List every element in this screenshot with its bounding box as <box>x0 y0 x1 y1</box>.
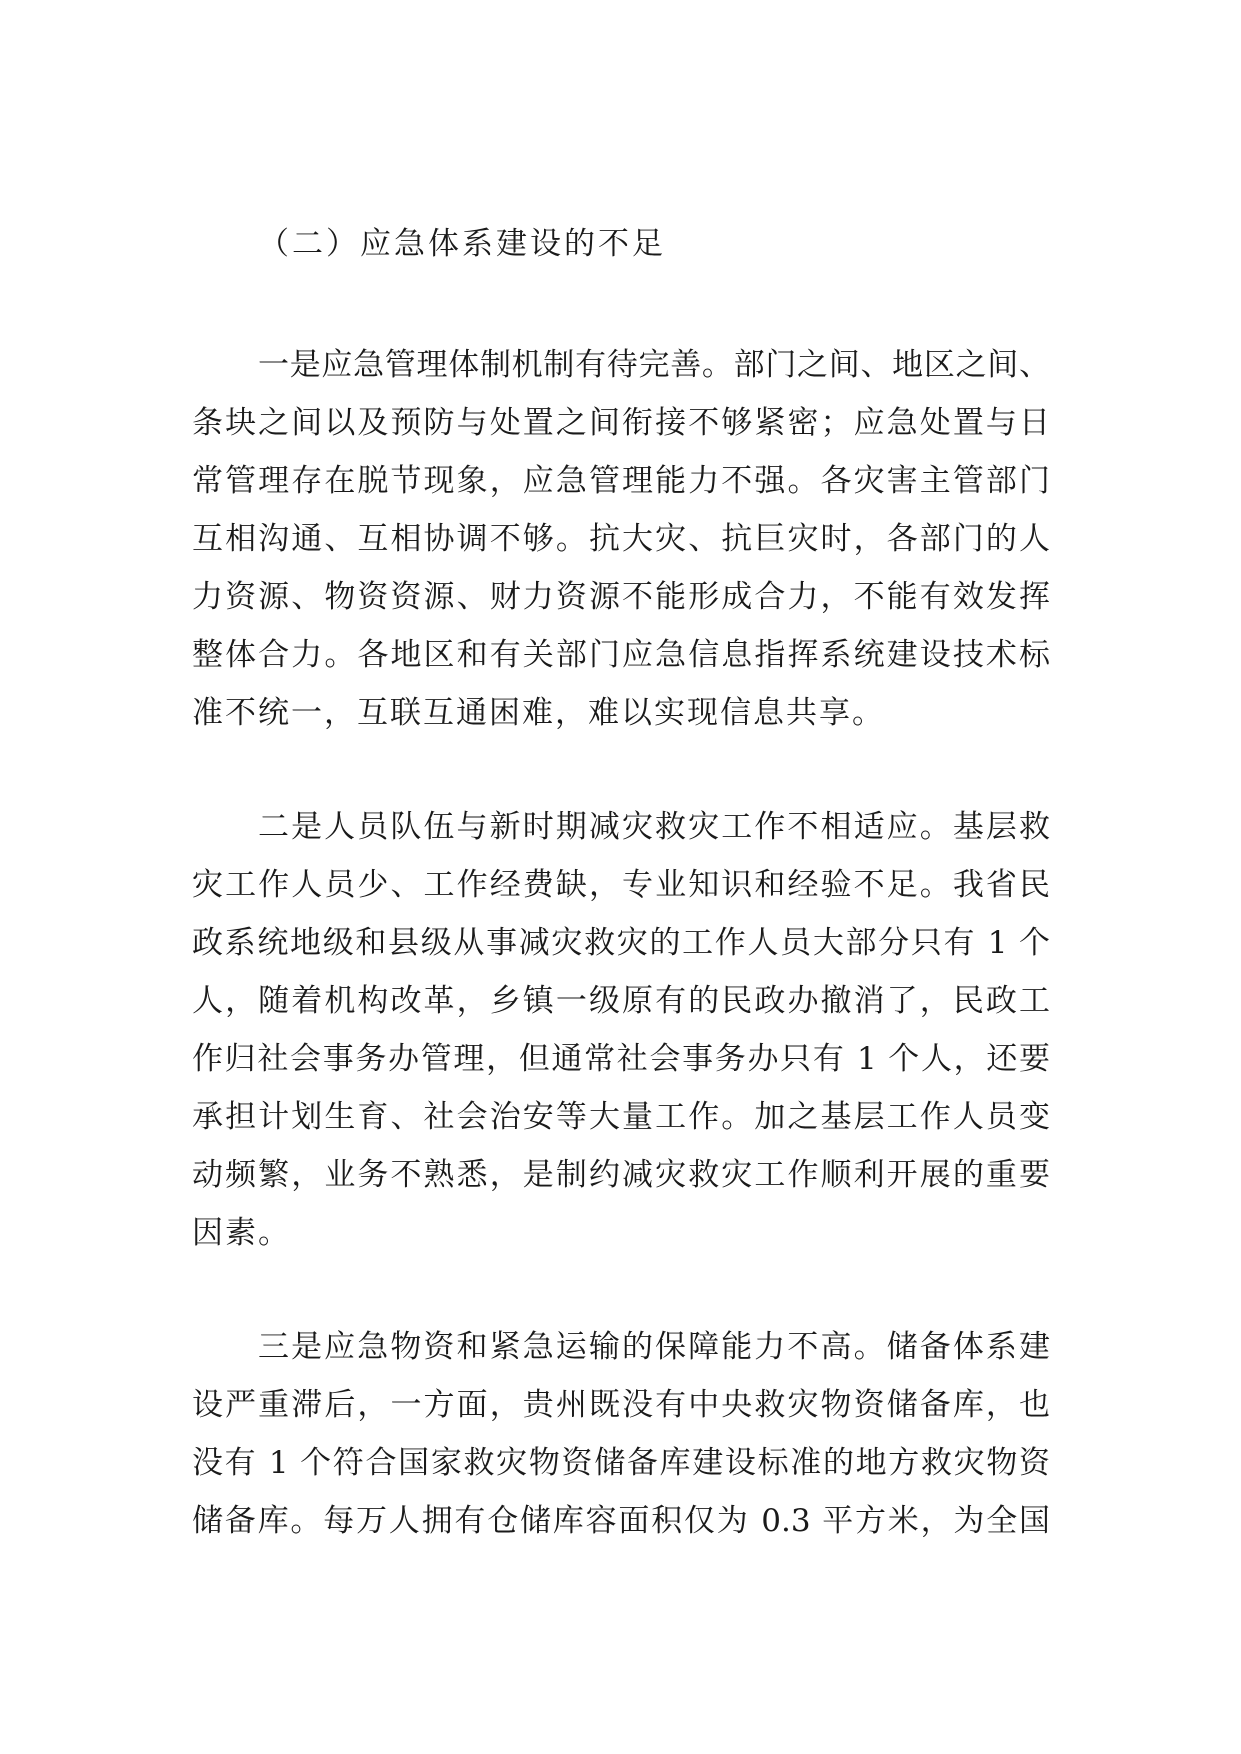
paragraph-line: 政系统地级和县级从事减灾救灾的工作人员大部分只有 1 个 <box>192 925 1050 961</box>
paragraph-line: 互相沟通、互相协调不够。抗大灾、抗巨灾时，各部门的人 <box>192 521 1050 557</box>
paragraph-management-system <box>192 336 1050 742</box>
paragraph-line: 整体合力。各地区和有关部门应急信息指挥系统建设技术标 <box>192 637 1050 673</box>
paragraph-line: 动频繁，业务不熟悉，是制约减灾救灾工作顺利开展的重要 <box>192 1157 1050 1193</box>
paragraph-line: 灾工作人员少、工作经费缺，专业知识和经验不足。我省民 <box>192 867 1050 903</box>
paragraph-line: 准不统一，互联互通困难，难以实现信息共享。 <box>192 695 885 731</box>
paragraph-personnel <box>192 798 1050 1262</box>
paragraph-line: 作归社会事务办管理，但通常社会事务办只有 1 个人，还要 <box>192 1041 1050 1077</box>
paragraph-line: 承担计划生育、社会治安等大量工作。加之基层工作人员变 <box>192 1099 1050 1135</box>
paragraph-line: 力资源、物资资源、财力资源不能形成合力，不能有效发挥 <box>192 579 1050 615</box>
paragraph-line: 三是应急物资和紧急运输的保障能力不高。储备体系建 <box>258 1329 1050 1365</box>
paragraph-line: 常管理存在脱节现象，应急管理能力不强。各灾害主管部门 <box>192 463 1050 499</box>
paragraph-line: 没有 1 个符合国家救灾物资储备库建设标准的地方救灾物资 <box>192 1445 1050 1481</box>
paragraph-line: 人，随着机构改革，乡镇一级原有的民政办撤消了，民政工 <box>192 983 1050 1019</box>
paragraph-line: 储备库。每万人拥有仓储库容面积仅为 0.3 平方米，为全国 <box>192 1503 1050 1539</box>
paragraph-line: 条块之间以及预防与处置之间衔接不够紧密；应急处置与日 <box>192 405 1050 441</box>
paragraph-line: 二是人员队伍与新时期减灾救灾工作不相适应。基层救 <box>258 809 1050 845</box>
paragraph-line: 一是应急管理体制机制有待完善。部门之间、地区之间、 <box>258 347 1050 383</box>
paragraph-line: 设严重滞后，一方面，贵州既没有中央救灾物资储备库，也 <box>192 1387 1050 1423</box>
paragraph-line: 因素。 <box>192 1215 291 1251</box>
paragraph-supplies <box>192 1318 1050 1550</box>
section-heading: （二）应急体系建设的不足 <box>258 226 666 262</box>
